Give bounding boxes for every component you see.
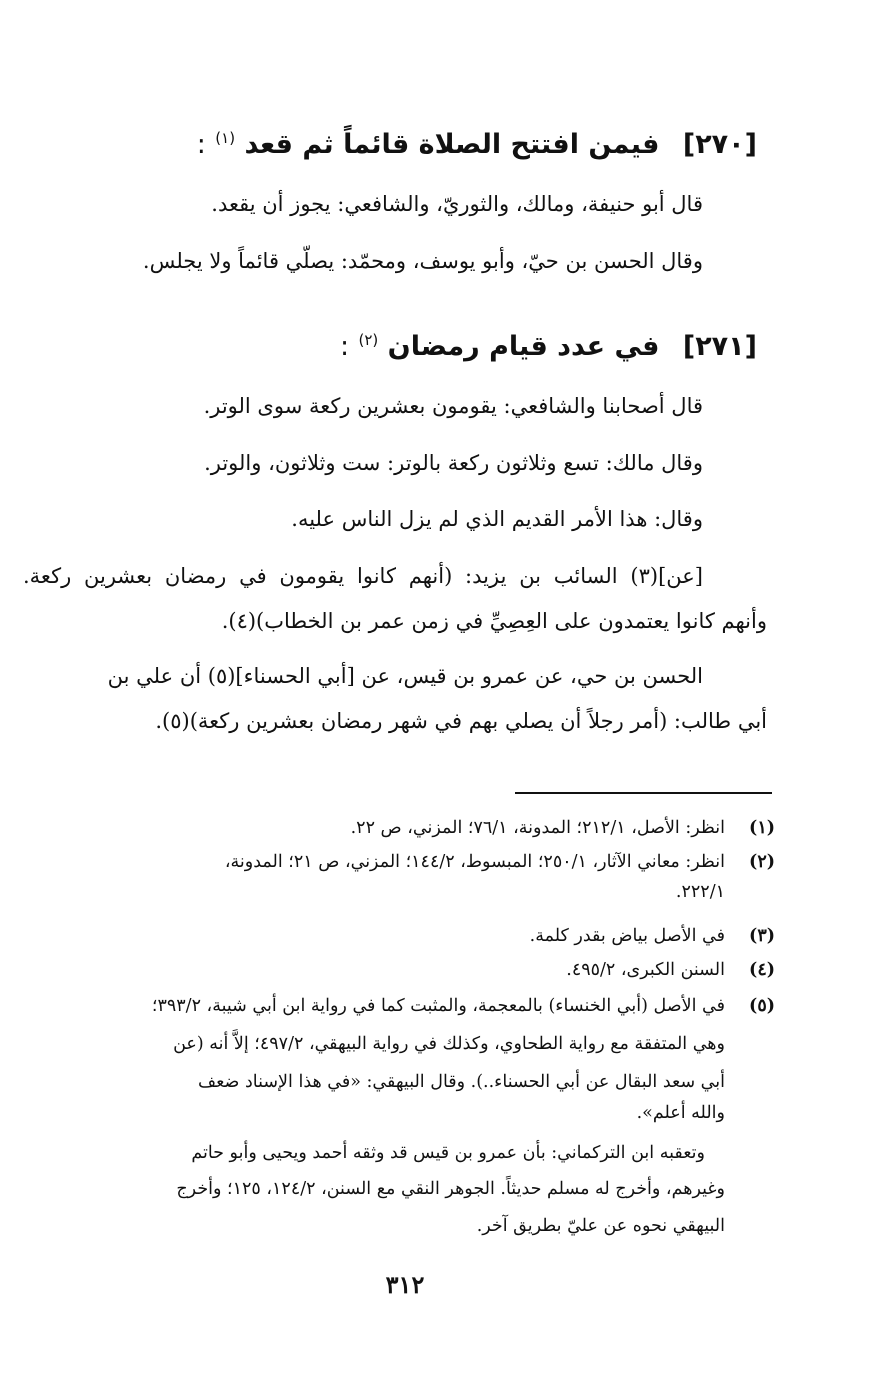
footnote-line: انظر: معاني الآثار، ٢٥٠/١؛ المبسوط، ١٤٤/٢؛ المزني، ص ٢١؛ المدونة، [224, 852, 725, 872]
footnote-number: (٣) [749, 926, 775, 946]
footnote-line: وتعقبه ابن التركماني: بأن عمرو بن قيس قد وثقه أحمد ويحيى وأبو حاتم [191, 1143, 705, 1163]
heading-colon: : [196, 129, 206, 160]
footnote-number: (١) [749, 818, 775, 838]
footnote-line: انظر: الأصل، ٢١٢/١؛ المدونة، ٧٦/١؛ المزني، ص ٢٢. [350, 818, 725, 838]
paragraph-line: وقال: هذا الأمر القديم الذي لم يزل الناس عليه. [291, 507, 703, 531]
paragraph-line: [عن](٣) السائب بن يزيد: (أنهم كانوا يقومون في رمضان بعشرين ركعة. [23, 564, 703, 588]
footnote-line: في الأصل (أبي الخنساء) بالمعجمة، والمثبت كما في رواية ابن أبي شيبة، ٣٩٣/٢؛ [151, 996, 725, 1016]
footnote-number: (٢) [749, 852, 775, 872]
paragraph-line: الحسن بن حي، عن عمرو بن قيس، عن [أبي الحسناء](٥) أن علي بن [107, 664, 703, 688]
paragraph-line: قال أبو حنيفة، ومالك، والثوريّ، والشافعي: يجوز أن يقعد. [211, 192, 703, 216]
footnote-number: (٥) [749, 996, 775, 1016]
heading-colon: : [339, 331, 350, 362]
footnote-line: والله أعلم». [636, 1103, 725, 1123]
footnote-line: أبي سعد البقال عن أبي الحسناء..). وقال البيهقي: «في هذا الإسناد ضعف [198, 1072, 725, 1092]
footnote-line: البيهقي نحوه عن عليّ بطريق آخر. [476, 1216, 725, 1236]
section-title: فيمن افتتح الصلاة قائماً ثم قعد [244, 129, 660, 160]
paragraph-line: قال أصحابنا والشافعي: يقومون بعشرين ركعة سوى الوتر. [203, 394, 703, 418]
footnote-ref: (١) [215, 129, 236, 147]
footnote-number: (٤) [749, 960, 775, 980]
paragraph-line: وقال مالك: تسع وثلاثون ركعة بالوتر: ست وثلاثون، والوتر. [204, 451, 703, 475]
section-271-heading [340, 322, 757, 365]
footnote-line: ٢٢٢/١. [675, 882, 725, 902]
footnote-line: في الأصل بياض بقدر كلمة. [529, 926, 725, 946]
footnote-divider [515, 792, 772, 794]
footnote-line: السنن الكبرى، ٤٩٥/٢. [566, 960, 725, 980]
paragraph-line: أبي طالب: (أمر رجلاً أن يصلي بهم في شهر رمضان بعشرين ركعة)(٥). [155, 709, 767, 733]
section-number: [٢٧٠] [682, 129, 757, 160]
page-number: ٣١٢ [385, 1270, 425, 1299]
footnote-line: وغيرهم، وأخرج له مسلم حديثاً. الجوهر النقي مع السنن، ١٢٤/٢، ١٢٥؛ وأخرج [176, 1179, 725, 1199]
footnote-line: وهي المتفقة مع رواية الطحاوي، وكذلك في رواية البيهقي، ٤٩٧/٢؛ إلاَّ أنه (عن [173, 1034, 725, 1054]
paragraph-line: وقال الحسن بن حيّ، وأبو يوسف، ومحمّد: يصلّي قائماً ولا يجلس. [142, 249, 703, 273]
section-number: [٢٧١] [682, 331, 757, 362]
paragraph-line: وأنهم كانوا يعتمدون على العِصِيِّ في زمن عمر بن الخطاب)(٤). [221, 609, 767, 633]
section-title: في عدد قيام رمضان [387, 331, 660, 362]
section-270-heading [197, 120, 757, 163]
footnote-ref: (٢) [358, 331, 379, 349]
